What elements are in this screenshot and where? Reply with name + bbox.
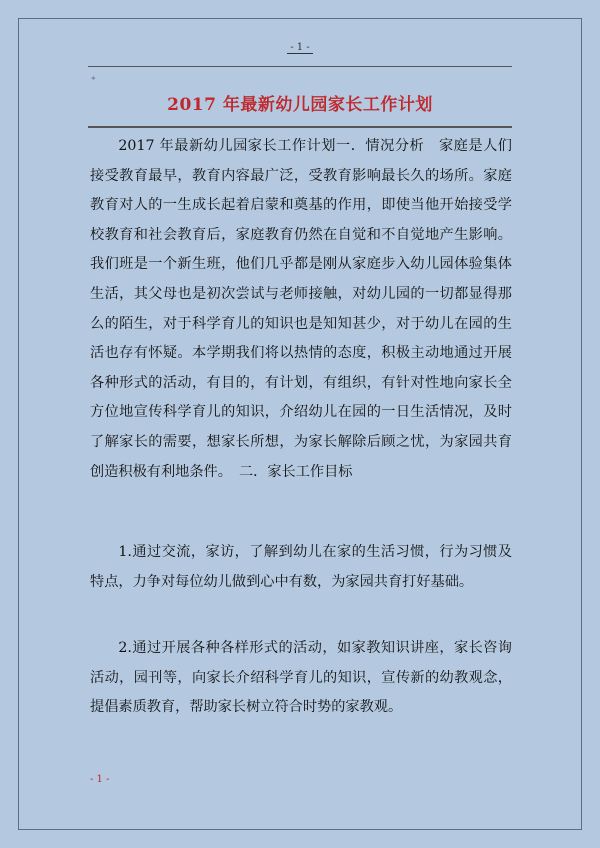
header-page-number: - 1 -	[0, 42, 600, 53]
title-divider	[88, 126, 512, 128]
paragraph-goal-2: 2.通过开展各种各样形式的活动，如家教知识讲座，家长咨询活动，园刊等，向家长介绍科学育儿的知识，宣传新的幼教观念，提倡素质教育，帮助家长树立符合时势的家教观。	[90, 640, 512, 716]
header-divider	[88, 66, 512, 67]
paragraph-situation-analysis: 2017 年最新幼儿园家长工作计划一．情况分析 家庭是人们接受教育最早，教育内容最广泛，受教育影响最长久的场所。家庭教育对人的一生成长起着启蒙和奠基的作用，即使当他开始接受学校教育和社会教育后，家庭教育仍然在自觉和不自觉地产生影响。我们班是一个新生班，他们几乎都是刚从家庭步入幼儿园体验集体生活，其父母也是初次尝试与老师接触，对幼儿园的一切都显得那么的陌生，对于科学育儿的知识也是知知甚少，对于幼儿在园的生活也存有怀疑。本学期我们将以热情的态度，积极主动地通过开展各种形式的活动，有目的，有计划，有组织，有针对性地向家长全方位地宣传科学育儿的知识，介绍幼儿在园的一日生活情况，及时了解家长的需要，想家长所想，为家长解除后顾之忧，为家园共育创造积极有利地条件。 二．家长工作目标	[90, 138, 512, 480]
paragraph-goal-1: 1.通过交流，家访，了解到幼儿在家的生活习惯，行为习惯及特点，力争对每位幼儿做到心中有数，为家园共育打好基础。	[90, 544, 512, 590]
anchor-icon: ✦	[90, 74, 97, 83]
footer-page-number: - 1 -	[90, 774, 110, 785]
document-title: 2017 年最新幼儿园家长工作计划	[167, 95, 433, 115]
